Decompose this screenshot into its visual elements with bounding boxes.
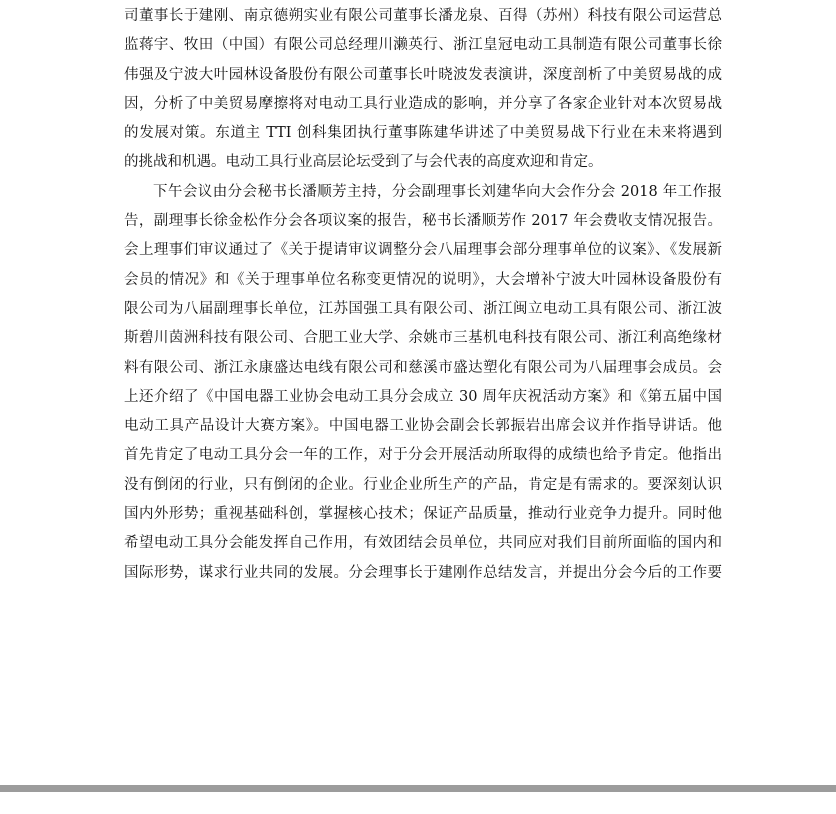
page-separator-bar <box>0 785 836 792</box>
text-line: 没有倒闭的行业，只有倒闭的企业。行业企业所生产的产品，肯定是有需求的。要深刻认识 <box>124 476 722 493</box>
text-line: 告，副理事长徐金松作分会各项议案的报告，秘书长潘顺芳作 2017 年会费收支情况报告。 <box>124 213 722 230</box>
text-line: 的发展对策。东道主 TTI 创科集团执行董事陈建华讲述了中美贸易战下行业在未来将遇到 <box>124 125 722 142</box>
text-line: 希望电动工具分会能发挥自己作用，有效团结会员单位，共同应对我们目前所面临的国内和 <box>124 535 722 552</box>
text-line: 会上理事们审议通过了《关于提请审议调整分会八届理事会部分理事单位的议案》、《发展新 <box>124 242 722 259</box>
text-line: 首先肯定了电动工具分会一年的工作，对于分会开展活动所取得的成绩也给予肯定。他指出 <box>124 447 722 464</box>
text-line: 伟强及宁波大叶园林设备股份有限公司董事长叶晓波发表演讲，深度剖析了中美贸易战的成 <box>124 66 722 83</box>
text-line: 监蒋宇、牧田（中国）有限公司总经理川濑英行、浙江皇冠电动工具制造有限公司董事长徐 <box>124 37 722 54</box>
text-line: 司董事长于建刚、南京德朔实业有限公司董事长潘龙泉、百得（苏州）科技有限公司运营总 <box>124 8 722 24</box>
text-line: 电动工具产品设计大赛方案》。中国电器工业协会副会长郭振岩出席会议并作指导讲话。他 <box>124 418 722 435</box>
text-line: 的挑战和机遇。电动工具行业高层论坛受到了与会代表的高度欢迎和肯定。 <box>124 154 603 171</box>
text-line: 国际形势，谋求行业共同的发展。分会理事长于建刚作总结发言，并提出分会今后的工作要 <box>124 564 722 581</box>
text-line: 上还介绍了《中国电器工业协会电动工具分会成立 30 周年庆祝活动方案》和《第五届中国 <box>124 388 722 405</box>
text-line: 下午会议由分会秘书长潘顺芳主持，分会副理事长刘建华向大会作分会 2018 年工作报 <box>153 183 722 200</box>
text-line: 料有限公司、浙江永康盛达电线有限公司和慈溪市盛达塑化有限公司为八届理事会成员。会 <box>124 359 722 376</box>
next-page-area <box>0 792 836 814</box>
text-line: 斯碧川茵洲科技有限公司、合肥工业大学、余姚市三基机电科技有限公司、浙江利高绝缘材 <box>124 330 722 347</box>
text-line: 限公司为八届副理事长单位，江苏国强工具有限公司、浙江闽立电动工具有限公司、浙江波 <box>124 300 722 317</box>
text-line: 国内外形势；重视基础科创，掌握核心技术；保证产品质量，推动行业竞争力提升。同时他 <box>124 506 722 523</box>
text-line: 会员的情况》和《关于理事单位名称变更情况的说明》，大会增补宁波大叶园林设备股份有 <box>124 271 722 288</box>
document-body <box>124 2 722 588</box>
text-line: 因，分析了中美贸易摩擦将对电动工具行业造成的影响，并分享了各家企业针对本次贸易战 <box>124 95 722 112</box>
